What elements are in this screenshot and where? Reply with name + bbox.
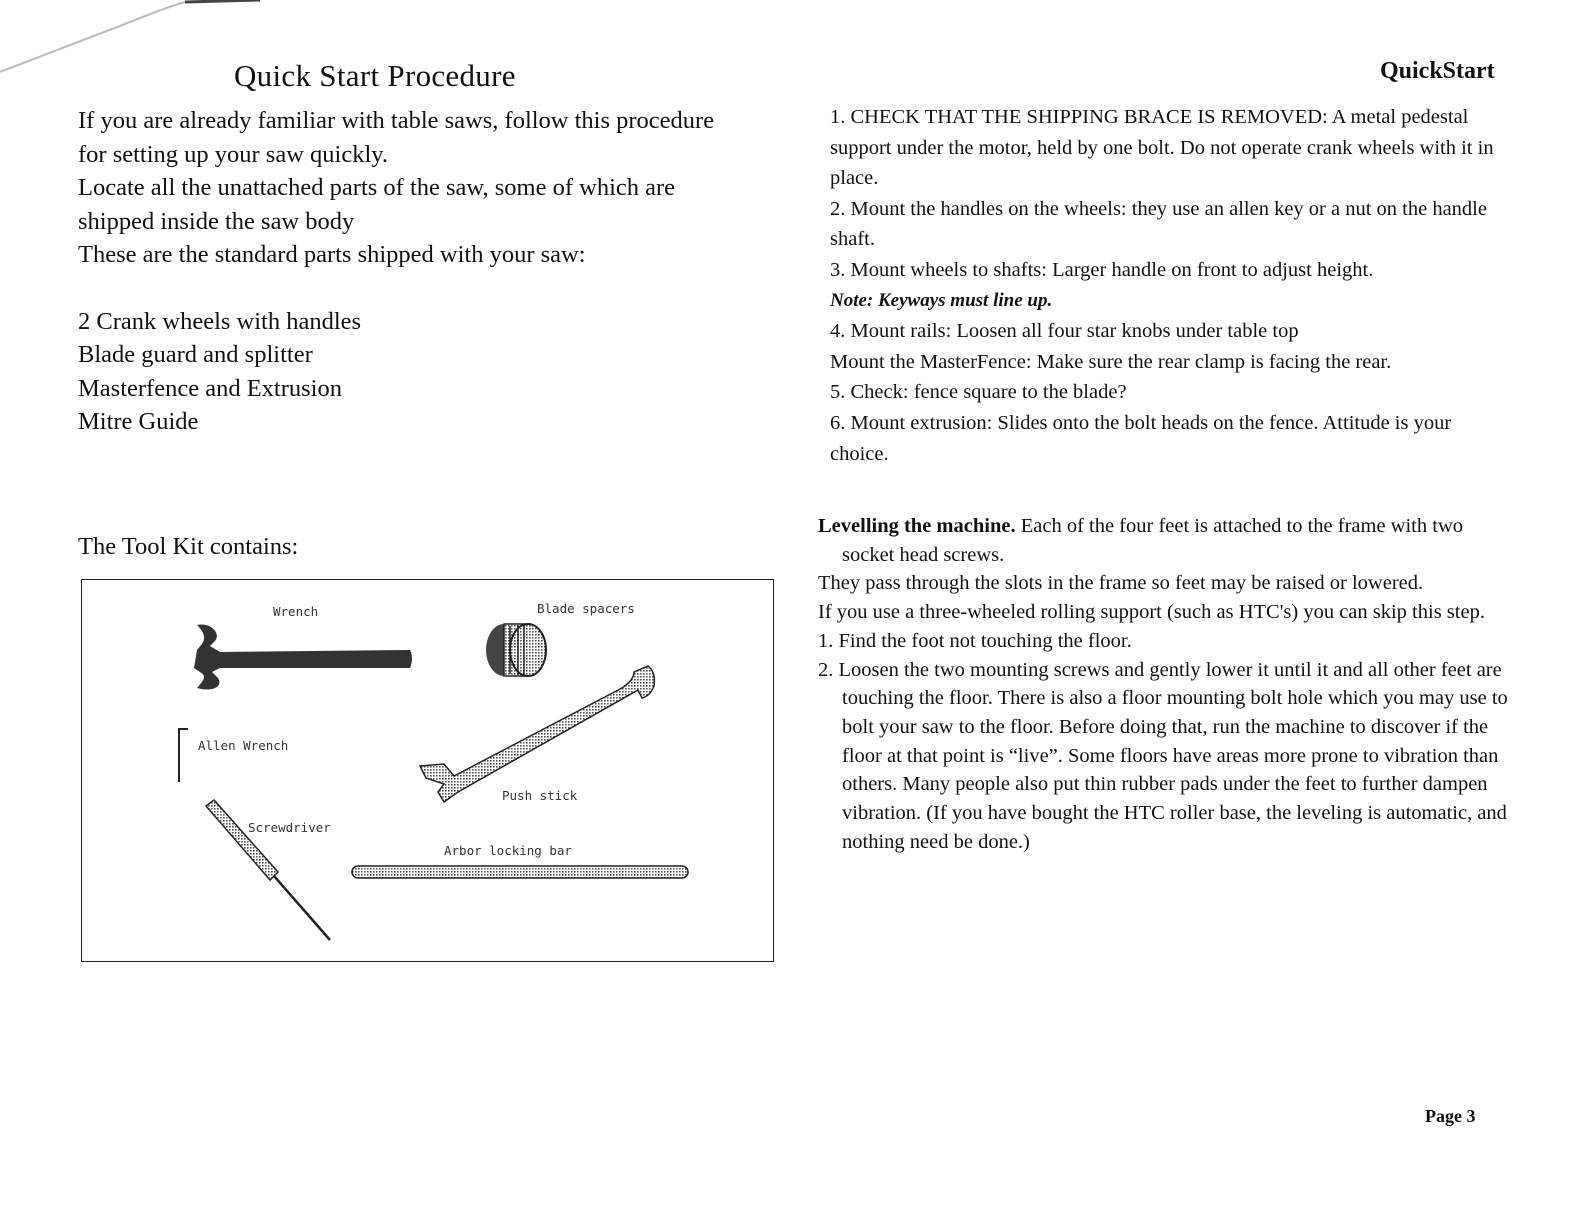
wrench-icon (194, 625, 412, 690)
levelling-heading: Levelling the machine. (818, 515, 1016, 537)
allen-wrench-icon (178, 728, 188, 782)
step-4-fence: Mount the MasterFence: Make sure the rear clamp is facing the rear. (830, 350, 1392, 373)
levelling-step-2: 2. Loosen the two mounting screws and gently lower it until it and all other feet are touching the floor. There is also a floor mounting bolt hole which you may use to bolt your saw to the floor. Before doing that, run the machine to discover if the floor at that point is “live”. Some floors have areas more prone to vibration than others. Many people also put thin rubber pads under the feet to further dampen vibration. (If you have bought the HTC roller base, the leveling is automatic, and nothing need be done.) (818, 658, 1508, 853)
part-item: 2 Crank wheels with handles (78, 307, 362, 335)
levelling-section (818, 512, 1508, 856)
quickstart-steps (830, 102, 1510, 469)
toolkit-illustration (81, 579, 774, 962)
intro-line: for setting up your saw quickly. (78, 140, 389, 168)
intro-line: shipped inside the saw body (78, 207, 355, 235)
section-header: QuickStart (1380, 58, 1495, 84)
blade-spacers-label: Blade spacers (537, 601, 635, 616)
part-item: Mitre Guide (78, 408, 199, 435)
scan-edge-mark (0, 0, 260, 80)
step-6: 6. Mount extrusion: Slides onto the bolt heads on the fence. Attitude is your choice. (830, 411, 1452, 465)
page-title: Quick Start Procedure (234, 58, 516, 93)
levelling-step-1: 1. Find the foot not touching the floor. (818, 629, 1132, 652)
levelling-paragraph: They pass through the slots in the frame so feet may be raised or lowered. (818, 572, 1424, 595)
page-number: Page 3 (1425, 1106, 1476, 1126)
push-stick-icon (420, 666, 654, 802)
push-stick-label: Push stick (502, 788, 578, 803)
levelling-intro-text: Each of the four feet is attached to the frame with two socket head screws. (842, 515, 1464, 566)
step-5: 5. Check: fence square to the blade? (830, 381, 1127, 404)
step-3: 3. Mount wheels to shafts: Larger handle on front to adjust height. (830, 258, 1374, 281)
arbor-locking-bar-label: Arbor locking bar (444, 843, 572, 858)
intro-text (78, 104, 778, 439)
allen-wrench-label: Allen Wrench (198, 738, 289, 753)
levelling-intro (818, 512, 1508, 569)
intro-line: Locate all the unattached parts of the saw, some of which are (78, 174, 676, 201)
screwdriver-label: Screwdriver (248, 820, 331, 835)
levelling-paragraph: If you use a three-wheeled rolling support (such as HTC's) you can skip this step. (818, 601, 1485, 624)
arbor-locking-bar-icon (352, 866, 688, 878)
step-4: 4. Mount rails: Loosen all four star knobs under table top (830, 320, 1299, 343)
part-item: Blade guard and splitter (78, 341, 313, 368)
keyway-note: Note: Keyways must line up. (830, 289, 1053, 311)
intro-line: These are the standard parts shipped with your saw: (78, 241, 586, 268)
step-2: 2. Mount the handles on the wheels: they use an allen key or a nut on the handle shaft. (830, 197, 1487, 251)
blade-spacers-icon (486, 624, 546, 676)
wrench-label: Wrench (273, 604, 319, 619)
toolkit-title: The Tool Kit contains: (78, 533, 299, 560)
step-1: 1. CHECK THAT THE SHIPPING BRACE IS REMOVED: A metal pedestal support under the motor, held by one bolt. Do not operate crank wheels with it in place. (830, 106, 1494, 190)
intro-line: If you are already familiar with table saws, follow this procedure (78, 107, 715, 134)
part-item: Masterfence and Extrusion (78, 374, 342, 402)
